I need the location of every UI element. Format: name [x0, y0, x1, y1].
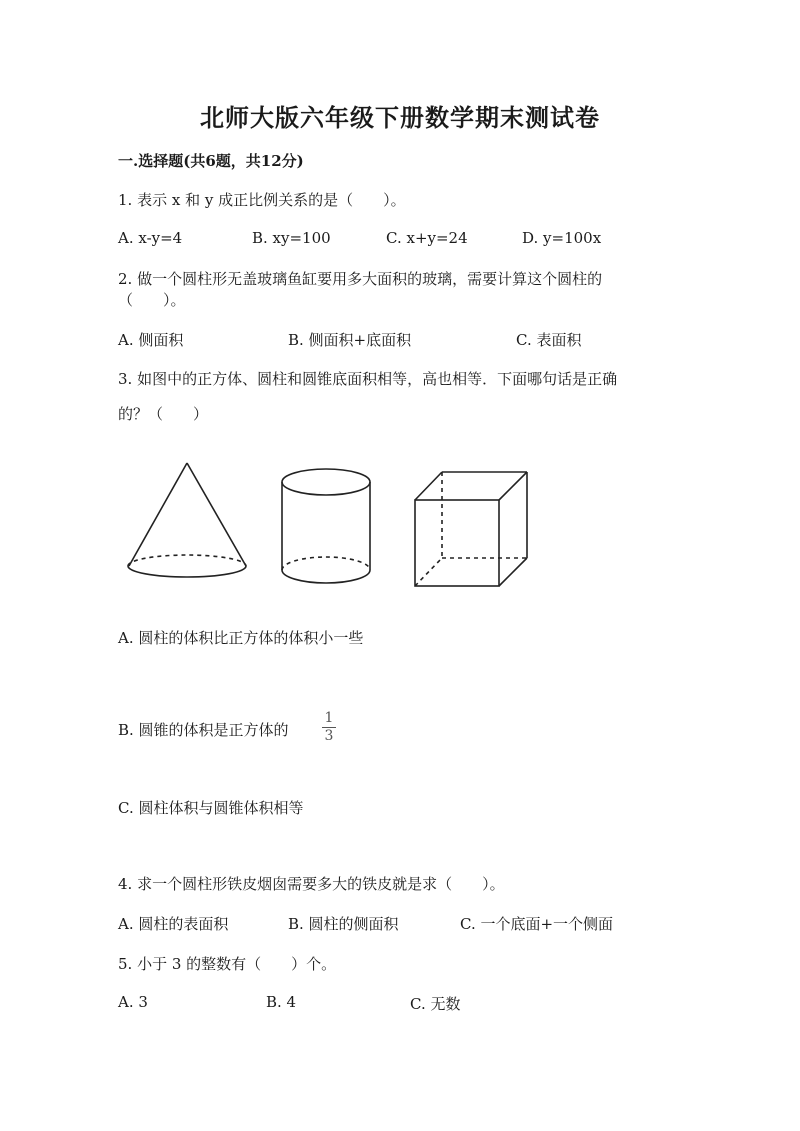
cone-figure — [128, 463, 246, 577]
q2-option-c: C. 表面积 — [516, 331, 582, 349]
q4-option-a: A. 圆柱的表面积 — [118, 915, 229, 933]
q4-option-c: C. 一个底面+一个侧面 — [460, 915, 614, 933]
page-title: 北师大版六年级下册数学期末测试卷 — [200, 103, 600, 132]
q3-option-c: C. 圆柱体积与圆锥体积相等 — [118, 799, 304, 817]
q1-option-a: A. x-y=4 — [118, 229, 183, 247]
q1-option-d: D. y=100x — [522, 229, 602, 247]
q4-option-b: B. 圆柱的侧面积 — [288, 915, 399, 933]
q3-option-a: A. 圆柱的体积比正方体的体积小一些 — [118, 629, 364, 647]
question-5-text: 5. 小于 3 的整数有（ ）个。 — [118, 955, 337, 973]
q1-option-b: B. xy=100 — [252, 229, 331, 247]
cube-figure — [415, 472, 527, 586]
fraction-one-third — [322, 711, 336, 744]
q2-option-a: A. 侧面积 — [118, 331, 184, 349]
q2-option-b: B. 侧面积+底面积 — [288, 331, 412, 349]
question-4-text: 4. 求一个圆柱形铁皮烟囱需要多大的铁皮就是求（ ）。 — [118, 875, 505, 893]
q3-option-b: B. 圆锥的体积是正方体的 — [118, 721, 289, 739]
question-3-text-cont: 的？（ ） — [118, 405, 209, 423]
question-1-text: 1. 表示 x 和 y 成正比例关系的是（ ）。 — [118, 191, 406, 209]
fraction-numerator: 1 — [324, 710, 334, 726]
q5-option-a: A. 3 — [118, 993, 148, 1011]
section-heading: 一.选择题(共6题，共12分) — [118, 152, 304, 170]
cylinder-figure — [282, 469, 370, 583]
q5-option-b: B. 4 — [266, 993, 297, 1011]
fraction-denominator: 3 — [324, 728, 334, 744]
q1-option-c: C. x+y=24 — [386, 229, 468, 247]
question-2-text: 2. 做一个圆柱形无盖玻璃鱼缸要用多大面积的玻璃，需要计算这个圆柱的 — [118, 270, 603, 288]
question-3-text: 3. 如图中的正方体、圆柱和圆锥底面积相等，高也相等．下面哪句话是正确 — [118, 370, 618, 388]
q5-option-c: C. 无数 — [410, 995, 461, 1013]
question-2-text-cont: （ ）。 — [118, 291, 186, 309]
